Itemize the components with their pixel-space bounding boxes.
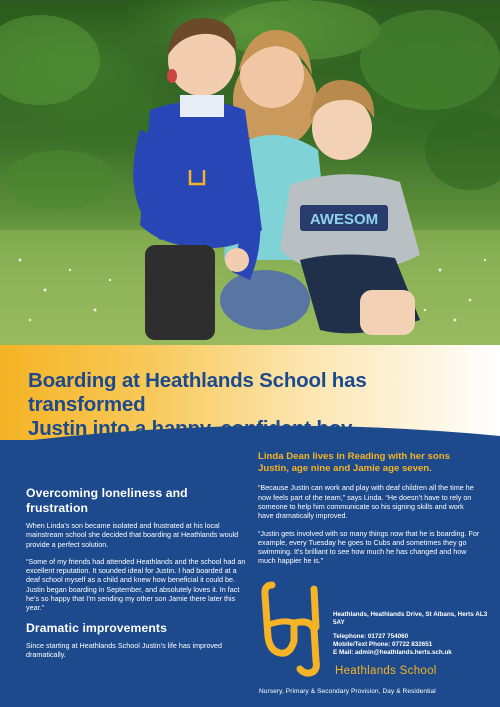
telephone-number: Telephone: 01727 754060 (333, 632, 409, 640)
section-paragraph: When Linda’s son became isolated and frustrated at his local mainstream school she decided that boarding at Heathlands would provide a perfect solution. (26, 521, 239, 549)
quote-paragraph-2: “Justin gets involved with so many things now that he is boarding. For example, every Tuesday he goes to Cubs and sometimes they go swimming. It’s brilliant to see how much he has changed and how much happier he is.” (258, 528, 480, 566)
email-address[interactable]: E Mail: admin@heathlands.herts.sch.uk (333, 649, 452, 657)
title-line-2: Justin into a happy, confident boy (28, 417, 353, 440)
section-heading-improvements: Dramatic improvements (26, 620, 167, 635)
section-heading-loneliness: Overcoming loneliness and frustration (26, 486, 188, 515)
hero-photo (0, 0, 500, 345)
page-title (28, 369, 488, 441)
section-paragraph: “Some of my friends had attended Heathlands and the school had an excellent reputation. It sounded ideal for Justin. I had boarded at a deaf school myself as a child and knew how beneficial it could be. Justin began boarding in September, and absolutely loves it. In fact he’s so happy that I’m sending my other son Jamie there later this year.” (26, 556, 246, 613)
right-column (258, 451, 480, 574)
family-photo-illustration (0, 0, 500, 345)
title-line-1: Boarding at Heathlands School has transformed (28, 369, 367, 416)
shirt-print-text: AWESOM (309, 211, 379, 228)
provision-tagline: Nursery, Primary & Secondary Provision, Day & Residential (259, 688, 436, 695)
section-paragraph: Since starting at Heathlands School Justin’s life has improved dramatically. (26, 640, 223, 659)
heathlands-logo-icon (258, 579, 330, 679)
mobile-number: Mobile/Text Phone: 07722 832651 (333, 640, 433, 648)
quote-paragraph-1: “Because Justin can work and play with deaf children all the time he now feels part of the team,” says Linda. “He doesn’t have to rely on someone to help him communicate so his signing skills and work have dramatically improved. (258, 483, 474, 521)
school-name: Heathlands School (335, 665, 437, 677)
contact-details (333, 611, 498, 657)
left-column (26, 486, 246, 667)
intro-text: Linda Dean lives in Reading with her sons Justin, age nine and Jamie age seven. (258, 451, 450, 475)
school-address: Heathlands, Heathlands Drive, St Albans, Herts AL3 5AY (333, 611, 488, 627)
